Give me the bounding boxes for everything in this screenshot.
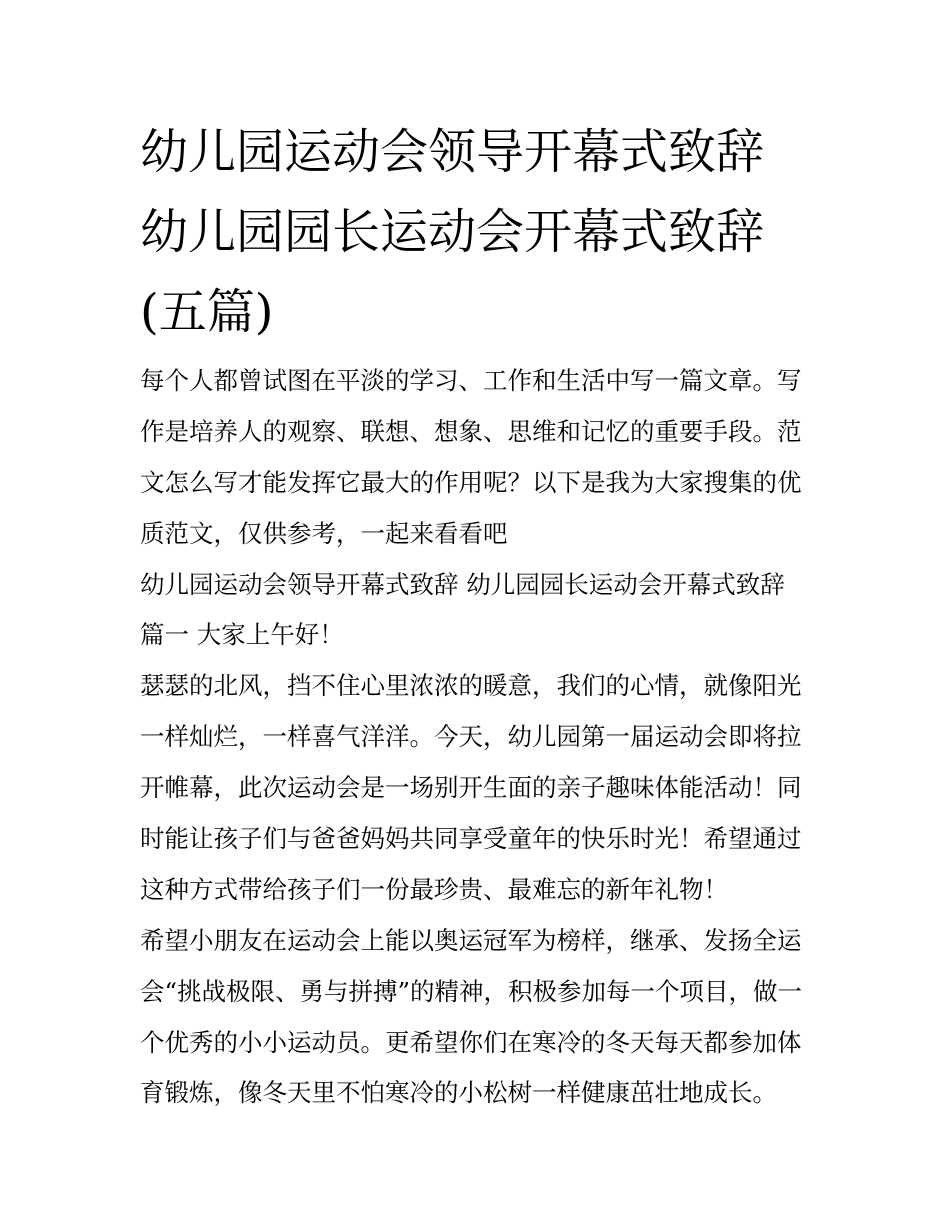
title-line: (五篇) xyxy=(140,284,274,340)
body-line: 每个人都曾试图在平淡的学习、工作和生活中写一篇文章。写 xyxy=(140,366,802,395)
body-line: 育锻炼，像冬天里不怕寒冷的小松树一样健康茁壮地成长。 xyxy=(140,1078,777,1108)
body-line: 这种方式带给孩子们一份最珍贵、最难忘的新年礼物！ xyxy=(140,874,728,904)
greeting-line: 篇一 大家上午好！ xyxy=(140,620,344,650)
body-line: 开帷幕，此次运动会是一场别开生面的亲子趣味体能活动！同 xyxy=(140,773,802,803)
body-line: 时能让孩子们与爸爸妈妈共同享受童年的快乐时光！希望通过 xyxy=(140,824,802,854)
title-line: 幼儿园运动会领导开幕式致辞 xyxy=(140,124,765,180)
body-line: 一样灿烂，一样喜气洋洋。今天，幼儿园第一届运动会即将拉 xyxy=(140,722,802,752)
body-line: 个优秀的小小运动员。更希望你们在寒冷的冬天每天都参加体 xyxy=(140,1027,802,1057)
section-heading: 幼儿园运动会领导开幕式致辞 幼儿园园长运动会开幕式致辞 xyxy=(140,569,785,599)
body-line: 瑟瑟的北风，挡不住心里浓浓的暖意，我们的心情，就像阳光 xyxy=(140,671,802,701)
body-line: 作是培养人的观察、联想、想象、思维和记忆的重要手段。范 xyxy=(140,416,802,446)
title-line: 幼儿园园长运动会开幕式致辞 xyxy=(140,204,765,260)
body-line: 文怎么写才能发挥它最大的作用呢？以下是我为大家搜集的优 xyxy=(140,467,802,497)
document-body xyxy=(140,356,820,1119)
body-line: 希望小朋友在运动会上能以奥运冠军为榜样，继承、发扬全运 xyxy=(140,925,802,955)
body-line: 会“挑战极限、勇与拼搏”的精神，积极参加每一个项目，做一 xyxy=(140,976,803,1006)
document-title xyxy=(140,112,820,352)
body-line: 质范文，仅供参考，一起来看看吧 xyxy=(140,518,508,548)
